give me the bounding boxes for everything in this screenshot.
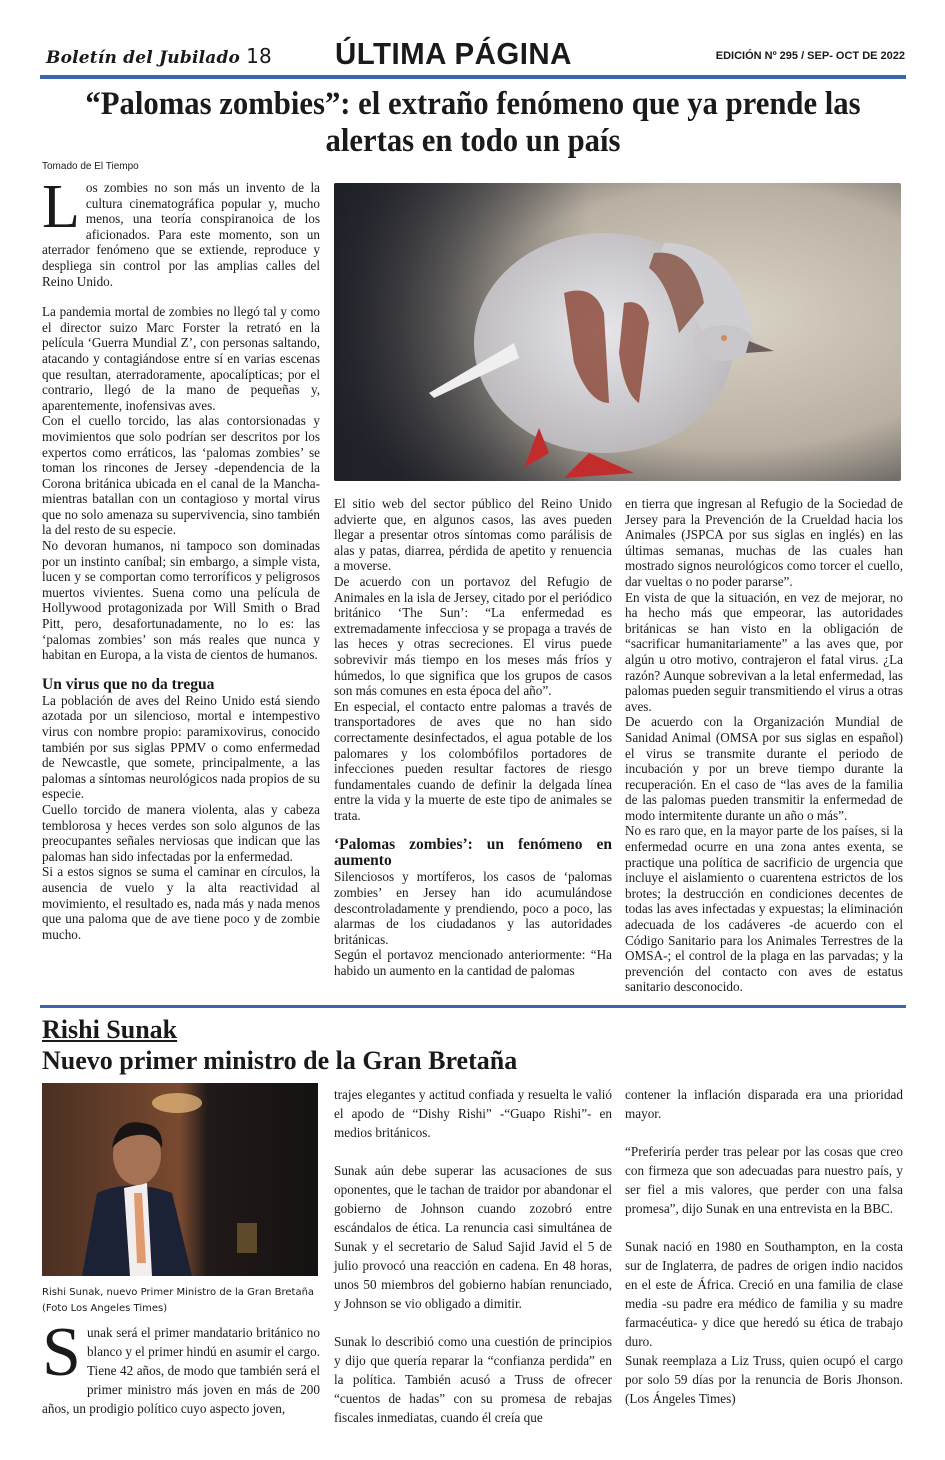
article-headline: “Palomas zombies”: el extraño fenómeno que ya prende las alertas en todo un país	[85, 86, 861, 159]
paragraph: trajes elegantes y actitud confiada y resuelta le valió el apodo de “Dishy Rishi” -“Guapo Rishi”- en medios británicos.	[334, 1087, 612, 1140]
paragraph: Sunak nació en 1980 en Southampton, en la costa sur de Inglaterra, de padres de origen indio nacidos en el este de África. Creció en una familia de clase media -su padre era médico de familia y su madre farmacéutica- y dice que heredó su ética de trabajo duro.	[625, 1239, 903, 1349]
paragraph: Cuello torcido de manera violenta, alas y cabeza temblorosa y heces verdes son solo algunos de las preocupantes señales nerviosas que indican que las palomas han sido infectadas por la enfermedad.	[42, 801, 320, 864]
subheading: ‘Palomas zombies’: un fenómeno en aumento	[334, 836, 612, 870]
article1-column-2	[334, 496, 612, 979]
header-divider	[40, 75, 906, 79]
paragraph: No devoran humanos, ni tampoco son dominadas por un instinto caníbal; sin embargo, a simple vista, lucen y se comportan como terroríficos y peligrosos muertos vivientes. Suena como una película de Hollywood protagonizada por Will Smith o Brad Pitt, pero, desafortunadamente, no lo es: las ‘palomas zombies’ son más reales que nunca y habitan en Europa, a la vista de cientos de humanos.	[42, 538, 320, 663]
article2-column-2	[334, 1085, 612, 1427]
paragraph: Si a estos signos se suma el caminar en círculos, la ausencia de vuelo y la alta reactividad al movimiento, el resultado es, nada más y nada menos que una paloma que de ave tiene poco y de zombie mucho.	[42, 864, 320, 942]
subheading: Un virus que no da tregua	[42, 675, 215, 693]
sunak-photo	[42, 1083, 318, 1276]
article2-column-3	[625, 1085, 903, 1408]
paragraph: unak será el primer mandatario británico no blanco y el primer hindú en asumir el cargo. Tiene 42 años, de modo que también será el primer ministro más joven en más de 200 años, un prodigio político cuyo aspecto joven,	[42, 1325, 320, 1416]
paragraph: Sunak lo describió como una cuestión de principios y dijo que quería reparar la “confianza perdida” en la política. También acusó a Truss de ofrecer “cuentos de hadas” con su promesa de rebajas fiscales inmediatas, cuando él creía que	[334, 1334, 612, 1425]
pigeon-image	[334, 183, 901, 481]
paragraph: En vista de que la situación, en vez de mejorar, no ha hecho más que empeorar, las autoridades británicas se han visto en la obligación de “sacrificar humanitariamente” a las aves que, por algún u otro motivo, contrajeron el fatal virus. ¿La razón? Aunque sobrevivan a la letal enfermedad, las palomas pueden seguir transmitiendo el virus a otras aves.	[625, 589, 903, 714]
section-title: ÚLTIMA PÁGINA	[335, 36, 572, 71]
paragraph: El sitio web del sector público del Reino Unido advierte que, en algunos casos, las aves pueden llegar a presentar otros síntomas como parálisis de alas y patas, diarrea, pérdida de apetito y renuencia a moverse.	[334, 496, 612, 574]
paragraph: en tierra que ingresan al Refugio de la Sociedad de Jersey para la Prevención de la Crueldad hacia los Animales (JSPCA por sus siglas en inglés) en las últimas semanas, muchas de las cuales han mostrado signos neurológicos como torcer el cuello, dar vueltas o no poder pararse”.	[625, 496, 903, 589]
paragraph: “Preferiría perder tras pelear por las cosas que creo con firmeza que son adecuadas para nuestro país, y ser fiel a mis valores, que perder con una falsa promesa”, dijo Sunak en una entrevista en la BBC.	[625, 1144, 903, 1216]
article1-column-1	[42, 173, 320, 942]
article2-title-name: Rishi Sunak	[42, 1015, 178, 1044]
drop-cap: S	[42, 1314, 81, 1391]
article2-title-subtitle: Nuevo primer ministro de la Gran Bretaña	[42, 1046, 518, 1075]
article2-column-1	[42, 1314, 320, 1418]
paragraph: La población de aves del Reino Unido está siendo azotada por un silencioso, mortal e intempestivo virus con nombre propio: paramixovirus, conocido también por sus siglas PPMV o como enfermedad de Newcastle, que somete, principalmente, a las palomas a síntomas neurológicos nada propios de su especie.	[42, 692, 320, 802]
paragraph: De acuerdo con la Organización Mundial de Sanidad Animal (OMSA por sus siglas en español) el virus se transmite durante el periodo de incubación y por un breve tiempo durante la recuperación. En el caso de “las aves de la familia de las palomas pueden transmitir la enfermedad de modo intermitente durante un año o más”.	[625, 714, 903, 823]
publication-title: Boletín del Jubilado	[46, 48, 241, 68]
section-divider	[40, 1005, 906, 1008]
paragraph: os zombies no son más un invento de la cultura cinematográfica popular y, mucho menos, una teoría conspiranoica de los aficionados. Para este momento, son un aterrador fenómeno que se extiende, reproduce y despliega sin control por las amplias calles del Reino Unido.	[42, 180, 320, 289]
paragraph: La pandemia mortal de zombies no llegó tal y como el director suizo Marc Forster la retrató en la película ‘Guerra Mundial Z’, con personas saltando, atacando y contagiándose entre sí en varias escenas que resultan, aterradoramente, apocalípticas; por el contrario, llegó de la mano de pequeñas y, aparentemente, inofensivas aves.	[42, 304, 320, 413]
publication-name	[46, 44, 272, 68]
paragraph: No es raro que, en la mayor parte de los países, si la enfermedad ocurre en una zona antes exenta, se practique una política de sacrificio de urgencia que incluye el aislamiento o cuarentena estrictos de los brotes; la destrucción en condiciones decentes de todas las aves infectadas y expuestas; la eliminación adecuada de los cadáveres -de acuerdo con el Código Sanitario para los Animales Terrestres de la OMSA-; el control de la plaga en las parvadas; y la prevención del contacto con aves de estatus sanitario desconocido.	[625, 823, 903, 995]
article1-column-3	[625, 496, 903, 995]
paragraph: Con el cuello torcido, las alas contorsionadas y movimientos que solo podrían ser descritos por los expertos como erráticos, las ‘palomas zombies’ se toman los rincones de Jersey -dependencia de la Corona británica ubicada en el canal de la Mancha- mientras batallan con un contagioso y mortal virus que no solo amenaza su supervivencia, sino también la del resto de su especie.	[42, 413, 320, 538]
paragraph: Sunak reemplaza a Liz Truss, quien ocupó el cargo por solo 59 días por la renuncia de Boris Jhonson. (Los Ángeles Times)	[625, 1353, 903, 1406]
page-number: 18	[246, 44, 272, 68]
paragraph: Sunak aún debe superar las acusaciones de sus oponentes, que le tachan de traidor por abandonar el gobierno de Johnson cuando zozobró entre escándalos de ética. La renuncia casi simultánea de Sunak y el secretario de Salud Sajid Javid el 5 de julio provocó una reacción en cadena. En 48 horas, unos 50 miembros del gobierno habían renunciado, y Johnson se vio obligado a dimitir.	[334, 1163, 612, 1311]
paragraph: Según el portavoz mencionado anteriormente: “Ha habido un aumento en la cantidad de palomas	[334, 947, 612, 979]
paragraph: contener la inflación disparada era una prioridad mayor.	[625, 1087, 903, 1121]
drop-cap: L	[42, 173, 80, 241]
paragraph: De acuerdo con un portavoz del Refugio de Animales en la isla de Jersey, citado por el periódico británico ‘The Sun’: “La enfermedad es extremadamente infecciosa y se propaga a través de las heces y otras secreciones. El virus puede sobrevivir más tiempo en los meses más fríos y húmedos, lo que significa que los grupos de casos son más comunes en esta época del año”.	[334, 573, 612, 699]
pigeon-photo	[334, 183, 901, 481]
paragraph: Silenciosos y mortíferos, los casos de ‘palomas zombies’ en Jersey han ido acumulándose descontroladamente y prendiendo, poco a poco, las alarmas de los ciudadanos y las autoridades británicas.	[334, 869, 612, 947]
article-source: Tomado de El Tiempo	[42, 161, 139, 172]
edition-label: EDICIÓN Nº 295 / SEP- OCT DE 2022	[715, 50, 905, 62]
paragraph: En especial, el contacto entre palomas a través de transportadores de aves que no han sido correctamente desinfectados, el agua potable de los palomares y los colombófilos portadores de infecciones pueden resultar factores de riesgo fundamentales cuando de definir la delgada línea entre la vida y la muerte de este tipo de animales se trata.	[334, 698, 612, 823]
sunak-image	[42, 1083, 318, 1276]
photo-caption: Rishi Sunak, nuevo Primer Ministro de la Gran Bretaña (Foto Los Angeles Times)	[42, 1287, 315, 1314]
